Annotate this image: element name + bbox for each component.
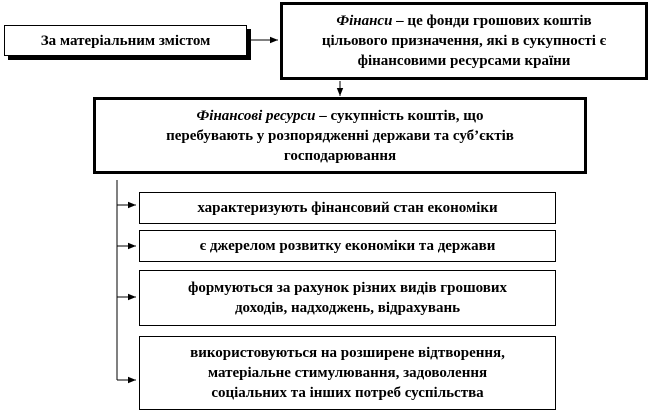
characteristic-4-line-2: матеріальне стимулювання, задоволення	[207, 365, 488, 381]
characteristic-box-2	[139, 230, 556, 262]
resources-definition-text-1: – сукупність коштів, що	[315, 107, 484, 124]
characteristic-box-4	[139, 336, 556, 410]
financial-resources-term: Фінансові ресурси	[196, 107, 316, 124]
resources-definition-line-2: перебувають у розпорядженні держави та суб’єктів	[166, 127, 514, 144]
financial-resources-box	[93, 97, 587, 174]
characteristic-box-1	[139, 192, 556, 224]
characteristic-3-line-1: формуються за рахунок різних видів грошових	[188, 280, 507, 296]
characteristic-2-line-1: є джерелом розвитку економіки та держави	[199, 238, 496, 254]
finance-definition-box	[280, 2, 648, 80]
characteristic-4-line-3: соціальних та інших потреб суспільства	[211, 385, 484, 401]
content-category-box	[4, 25, 247, 56]
resources-definition-line-1	[197, 106, 484, 126]
finance-definition-line-2: цільового призначення, які в сукупності є	[321, 33, 607, 49]
finance-definition-line-1	[336, 11, 591, 31]
resources-definition-line-3: господарювання	[283, 147, 397, 164]
finance-definition-text-1: – це фонди грошових коштів	[392, 13, 592, 29]
characteristic-box-3	[139, 270, 556, 326]
characteristic-1-line-1: характеризують фінансовий стан економіки	[197, 200, 498, 216]
content-category-label: За матеріальним змістом	[40, 32, 211, 49]
finance-term: Фінанси	[336, 13, 393, 29]
characteristic-3-line-2: доходів, надходжень, відрахувань	[234, 300, 461, 316]
characteristic-4-line-1: використовуються на розширене відтворення,	[190, 345, 505, 361]
finance-definition-line-3: фінансовими ресурсами країни	[357, 53, 571, 69]
